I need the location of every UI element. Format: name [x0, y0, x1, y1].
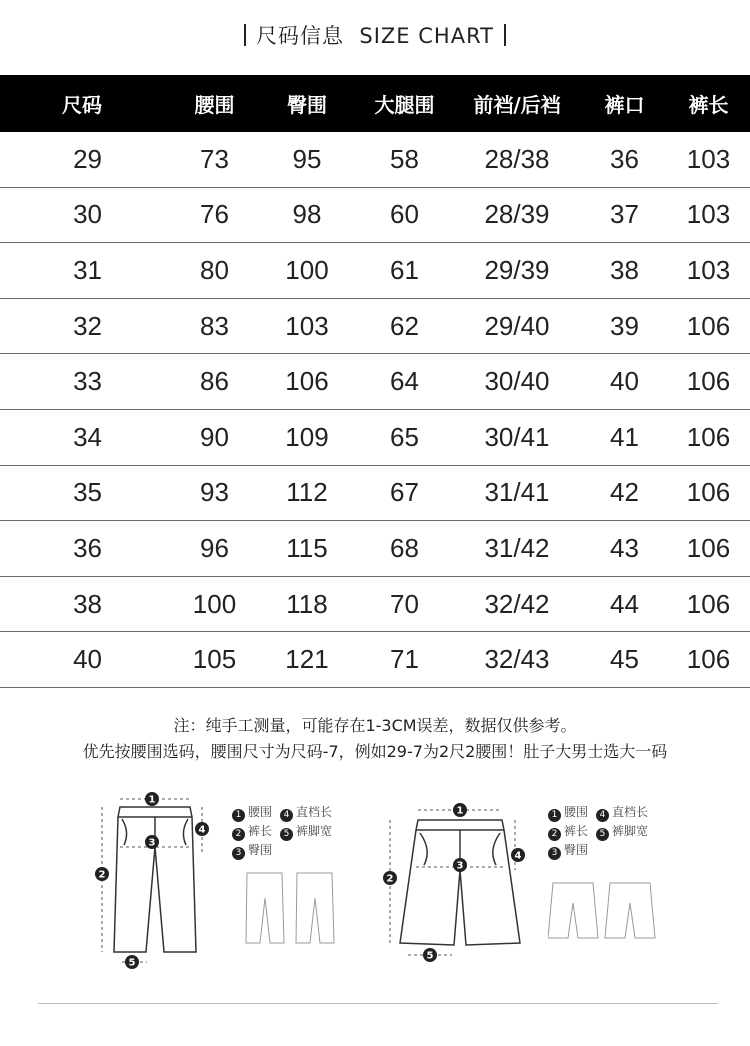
title-zh: 尺码信息 [256, 24, 345, 48]
title-divider-right [504, 24, 506, 46]
table-cell: 105 [172, 632, 257, 688]
legend-label-hip: 臀围 [564, 843, 589, 857]
legend-label-waist: 腰围 [564, 805, 589, 819]
table-row [0, 187, 750, 243]
shorts-marker-3-label: 3 [456, 860, 464, 872]
table-cell: 96 [172, 521, 257, 577]
table-cell: 37 [582, 187, 667, 243]
table-cell: 90 [172, 409, 257, 465]
legend-label-rise: 直档长 [612, 805, 649, 819]
shorts-pocket-left [420, 833, 427, 865]
table-row [0, 576, 750, 632]
shorts-marker-2-label: 2 [386, 873, 394, 885]
pants-thumb-back [296, 873, 334, 943]
legend-label-hem: 裤脚宽 [612, 824, 649, 838]
pants-marker-2-label: 2 [98, 869, 106, 881]
table-cell: 106 [667, 521, 750, 577]
table-cell: 103 [667, 243, 750, 299]
column-header: 前裆/后裆 [452, 75, 582, 132]
pants-thumbnails [242, 868, 342, 946]
table-cell: 43 [582, 521, 667, 577]
table-cell: 115 [257, 521, 357, 577]
table-cell: 109 [257, 409, 357, 465]
table-cell: 112 [257, 465, 357, 521]
table-cell: 40 [582, 354, 667, 410]
table-cell: 106 [667, 354, 750, 410]
table-cell: 80 [172, 243, 257, 299]
table-row [0, 632, 750, 688]
column-header: 大腿围 [357, 75, 452, 132]
title-divider-left [244, 24, 246, 46]
table-cell: 33 [0, 354, 172, 410]
table-cell: 76 [172, 187, 257, 243]
footer-divider [38, 1003, 718, 1004]
table-cell: 100 [257, 243, 357, 299]
table-cell: 42 [582, 465, 667, 521]
table-cell: 41 [582, 409, 667, 465]
table-cell: 40 [0, 632, 172, 688]
table-cell: 28/39 [452, 187, 582, 243]
table-cell: 38 [582, 243, 667, 299]
column-header: 尺码 [0, 75, 172, 132]
page-title [0, 20, 750, 50]
table-cell: 106 [667, 465, 750, 521]
table-cell: 32/42 [452, 576, 582, 632]
table-cell: 31/41 [452, 465, 582, 521]
table-cell: 106 [667, 576, 750, 632]
pants-pocket-right [183, 819, 188, 845]
pants-legend [232, 803, 340, 860]
pants-marker-4-label: 4 [198, 824, 206, 836]
pants-marker-1-label: 1 [148, 794, 156, 806]
column-header: 腰围 [172, 75, 257, 132]
table-cell: 44 [582, 576, 667, 632]
table-cell: 93 [172, 465, 257, 521]
table-row [0, 243, 750, 299]
table-cell: 29 [0, 132, 172, 187]
table-cell: 103 [257, 298, 357, 354]
table-cell: 35 [0, 465, 172, 521]
legend-num: 5 [596, 828, 609, 841]
table-cell: 67 [357, 465, 452, 521]
table-cell: 38 [0, 576, 172, 632]
legend-num: 2 [232, 828, 245, 841]
table-cell: 121 [257, 632, 357, 688]
pants-marker-3-label: 3 [148, 837, 156, 849]
table-row [0, 465, 750, 521]
table-cell: 45 [582, 632, 667, 688]
shorts-pocket-right [493, 833, 500, 865]
table-cell: 118 [257, 576, 357, 632]
pants-marker-5-label: 5 [128, 957, 136, 969]
table-cell: 30/40 [452, 354, 582, 410]
table-cell: 106 [667, 409, 750, 465]
table-cell: 106 [667, 632, 750, 688]
shorts-legend [548, 803, 656, 860]
table-cell: 64 [357, 354, 452, 410]
table-cell: 29/40 [452, 298, 582, 354]
table-cell: 98 [257, 187, 357, 243]
table-cell: 31/42 [452, 521, 582, 577]
legend-num: 4 [280, 809, 293, 822]
table-cell: 28/38 [452, 132, 582, 187]
table-cell: 30/41 [452, 409, 582, 465]
legend-label-hip: 臀围 [248, 843, 273, 857]
table-row [0, 354, 750, 410]
legend-num: 4 [596, 809, 609, 822]
table-cell: 103 [667, 187, 750, 243]
table-cell: 103 [667, 132, 750, 187]
legend-label-length: 裤长 [564, 824, 589, 838]
note-line-1: 注：纯手工测量，可能存在1-3CM误差，数据仅供参考。 [173, 716, 577, 735]
table-cell: 39 [582, 298, 667, 354]
table-cell: 36 [0, 521, 172, 577]
legend-num: 1 [548, 809, 561, 822]
table-row [0, 298, 750, 354]
shorts-diagram [380, 795, 530, 965]
legend-label-rise: 直档长 [296, 805, 333, 819]
table-row [0, 521, 750, 577]
shorts-thumbnails [548, 878, 658, 943]
note-line-2: 优先按腰围选码，腰围尺寸为尺码-7，例如29-7为2尺2腰围！肚子大男士选大一码 [82, 742, 668, 761]
legend-num: 3 [548, 847, 561, 860]
table-cell: 65 [357, 409, 452, 465]
table-cell: 106 [257, 354, 357, 410]
title-en: SIZE CHART [359, 24, 494, 48]
table-cell: 32/43 [452, 632, 582, 688]
shorts-thumb-front [548, 883, 598, 938]
shorts-thumb-back [605, 883, 655, 938]
size-chart-table [0, 75, 750, 688]
size-chart-header [0, 75, 750, 132]
pants-thumb-front [246, 873, 284, 943]
column-header: 裤口 [582, 75, 667, 132]
legend-label-length: 裤长 [248, 824, 273, 838]
legend-num: 1 [232, 809, 245, 822]
table-cell: 68 [357, 521, 452, 577]
pants-diagram [92, 787, 217, 972]
legend-num: 3 [232, 847, 245, 860]
table-cell: 100 [172, 576, 257, 632]
table-cell: 60 [357, 187, 452, 243]
table-cell: 31 [0, 243, 172, 299]
column-header: 裤长 [667, 75, 750, 132]
shorts-marker-1-label: 1 [456, 805, 464, 817]
table-cell: 34 [0, 409, 172, 465]
table-cell: 71 [357, 632, 452, 688]
table-row [0, 409, 750, 465]
table-cell: 58 [357, 132, 452, 187]
table-cell: 32 [0, 298, 172, 354]
shorts-marker-4-label: 4 [514, 850, 522, 862]
table-cell: 106 [667, 298, 750, 354]
table-cell: 30 [0, 187, 172, 243]
legend-label-hem: 裤脚宽 [296, 824, 333, 838]
legend-label-waist: 腰围 [248, 805, 273, 819]
legend-num: 5 [280, 828, 293, 841]
table-cell: 95 [257, 132, 357, 187]
legend-num: 2 [548, 828, 561, 841]
table-cell: 61 [357, 243, 452, 299]
table-cell: 29/39 [452, 243, 582, 299]
table-cell: 73 [172, 132, 257, 187]
table-cell: 62 [357, 298, 452, 354]
table-row [0, 132, 750, 187]
pants-pocket-left [122, 819, 127, 845]
table-cell: 83 [172, 298, 257, 354]
column-header: 臀围 [257, 75, 357, 132]
shorts-marker-5-label: 5 [426, 950, 434, 962]
table-cell: 70 [357, 576, 452, 632]
size-chart-body [0, 132, 750, 687]
table-cell: 36 [582, 132, 667, 187]
table-cell: 86 [172, 354, 257, 410]
